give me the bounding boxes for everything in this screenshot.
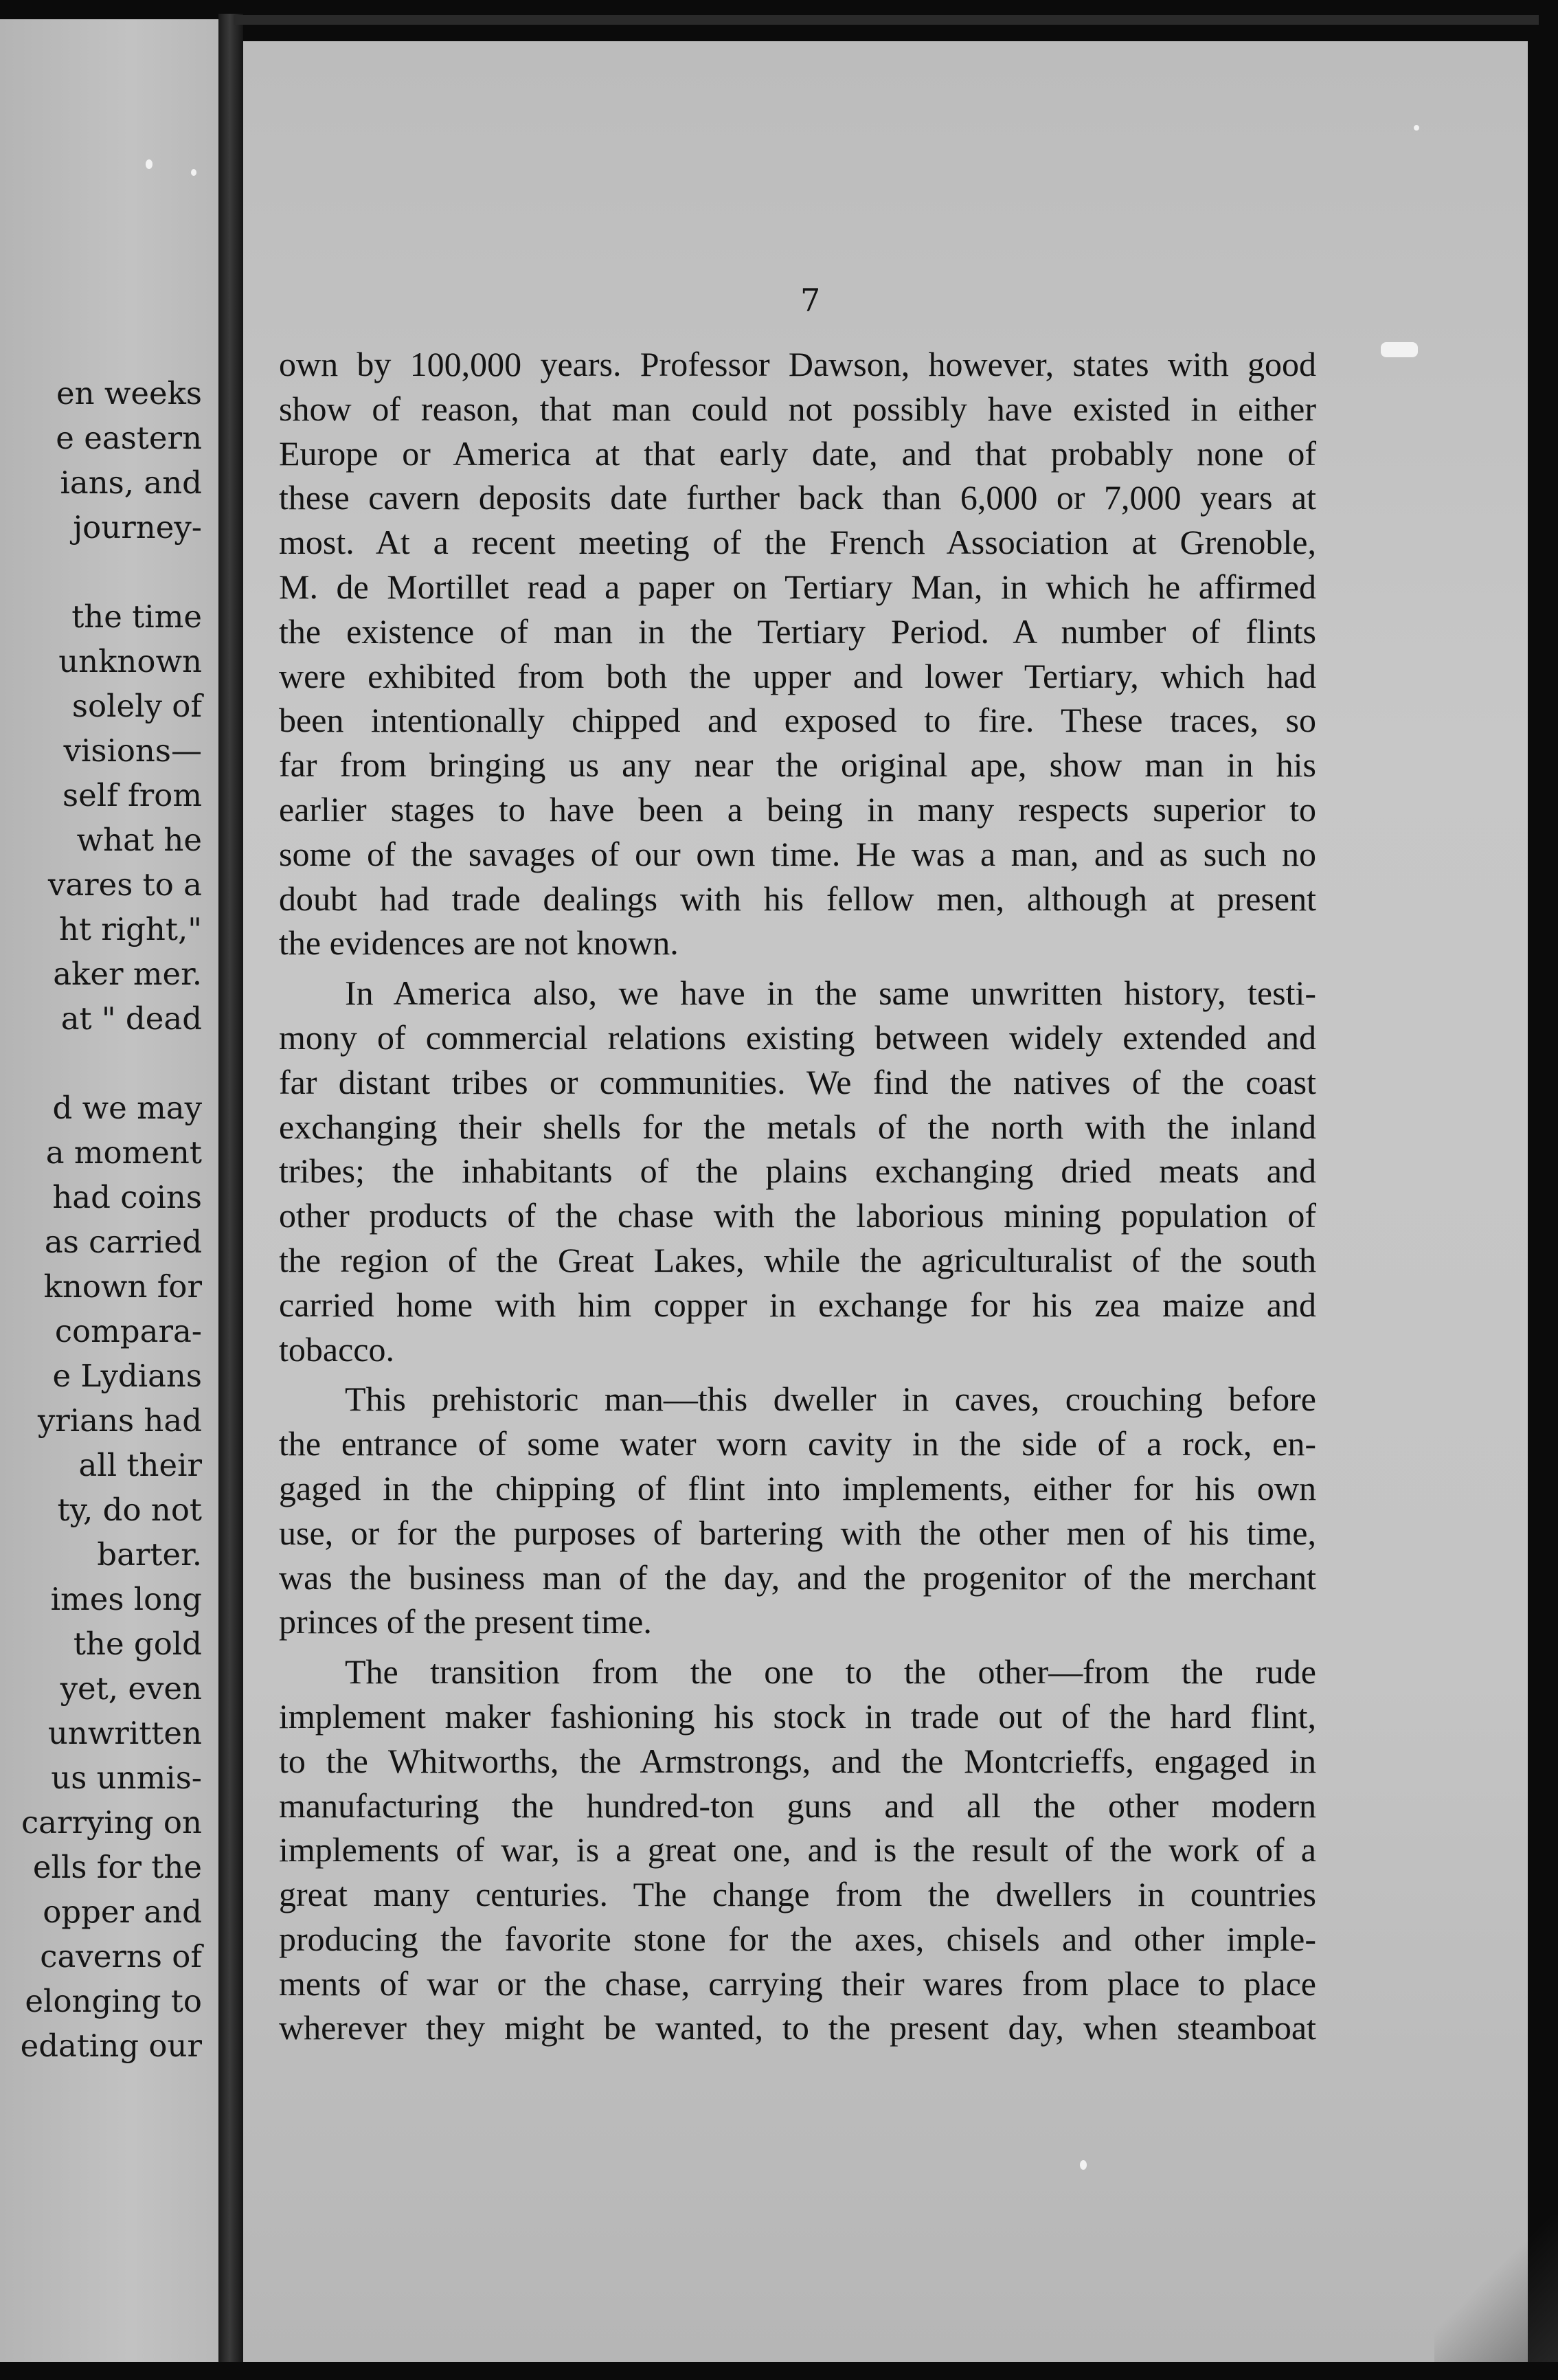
left-page-line: e Lydians: [52, 1358, 202, 1394]
left-page-line: what he: [76, 822, 202, 858]
text-line: the existence of man in the Tertiary Period. A number of flints: [279, 611, 1316, 651]
left-page-line: ells for the: [32, 1849, 202, 1885]
text-line: to the Whitworths, the Armstrongs, and the Montcrieffs, engaged in: [279, 1741, 1316, 1780]
left-page-line: known for: [43, 1268, 202, 1305]
left-page-line: us unmis-: [51, 1760, 202, 1796]
left-page-line: yet, even: [60, 1670, 202, 1707]
left-page-line: a moment: [45, 1134, 202, 1171]
text-line: gaged in the chipping of flint into implements, either for his own: [279, 1468, 1316, 1507]
left-page-line: en weeks: [56, 375, 202, 412]
text-line: manufacturing the hundred-ton guns and all the other modern: [279, 1786, 1316, 1825]
text-line: implements of war, is a great one, and is the result of the work of a: [279, 1830, 1316, 1870]
left-page-line: vares to a: [47, 866, 202, 903]
text-line: The transition from the one to the other—from the rude: [345, 1652, 1316, 1692]
left-page-line: journey-: [73, 509, 202, 546]
left-page-line: imes long: [50, 1581, 202, 1617]
text-line: tribes; the inhabitants of the plains exchanging dried meats and: [279, 1152, 1316, 1191]
text-line: In America also, we have in the same unwritten history, testi-: [345, 974, 1316, 1013]
scan-shadow: [1434, 2215, 1558, 2380]
text-line: carried home with him copper in exchange for his zea maize and: [279, 1285, 1316, 1324]
text-line: earlier stages to have been a being in many respects superior to: [279, 789, 1316, 829]
text-line: the entrance of some water worn cavity in the side of a rock, en-: [279, 1424, 1316, 1463]
scan-speck: [191, 169, 196, 176]
text-line: been intentionally chipped and exposed to fire. These traces, so: [279, 701, 1316, 740]
left-page-line: ht right,": [58, 911, 202, 947]
left-page-line: opper and: [43, 1894, 202, 1930]
scan-speck: [1414, 125, 1419, 131]
left-page-line: caverns of: [40, 1938, 202, 1975]
paragraph-gap: [279, 1371, 1316, 1377]
text-line: these cavern deposits date further back than 6,000 or 7,000 years at: [279, 478, 1316, 517]
left-page-line: d we may: [52, 1090, 202, 1126]
paragraph: [279, 971, 1316, 1371]
scan-speck: [146, 159, 153, 169]
text-line: ments of war or the chase, carrying their wares from place to place: [279, 1964, 1316, 2003]
left-page-line: barter.: [97, 1536, 202, 1573]
text-line: use, or for the purposes of bartering with the other men of his time,: [279, 1513, 1316, 1552]
left-page-line: unwritten: [47, 1715, 202, 1751]
page-top-edge: [234, 15, 1539, 25]
text-line: princes of the present time.: [279, 1602, 652, 1641]
left-page-line: unknown: [58, 643, 202, 680]
scan-speck: [1080, 2160, 1087, 2170]
text-line: were exhibited from both the upper and lower Tertiary, which had: [279, 656, 1316, 695]
scan-border: [0, 2362, 1558, 2380]
text-line: tobacco.: [279, 1329, 394, 1369]
paragraph: [279, 1377, 1316, 1644]
left-page-line: carrying on: [21, 1804, 202, 1841]
left-page-line: the gold: [73, 1626, 202, 1662]
left-page-line: aker mer.: [53, 956, 202, 992]
page-number: 7: [800, 282, 821, 319]
paragraph: [279, 342, 1316, 965]
text-line: doubt had trade dealings with his fellow men, although at present: [279, 879, 1316, 918]
left-page-line: ians, and: [60, 464, 202, 501]
left-page-line: compara-: [54, 1313, 202, 1349]
left-page-line: as carried: [44, 1224, 202, 1260]
text-line: This prehistoric man—this dweller in caves, crouching before: [345, 1380, 1316, 1419]
left-page-line: edating our: [20, 2028, 202, 2064]
text-line: own by 100,000 years. Professor Dawson, however, states with good: [279, 345, 1316, 383]
left-page-line: solely of: [71, 688, 202, 724]
text-line: most. At a recent meeting of the French Association at Grenoble,: [279, 523, 1316, 562]
text-line: producing the favorite stone for the axes, chisels and other imple-: [279, 1919, 1316, 1958]
text-line: was the business man of the day, and the progenitor of the merchant: [279, 1558, 1316, 1597]
left-page-line: at " dead: [60, 1000, 202, 1037]
text-line: mony of commercial relations existing between widely extended and: [279, 1018, 1316, 1057]
paragraph-gap: [279, 1644, 1316, 1650]
text-line: the region of the Great Lakes, while the agriculturalist of the south: [279, 1240, 1316, 1279]
left-page-line: yrians had: [37, 1402, 202, 1439]
left-page-line: visions—: [63, 732, 202, 769]
text-line: implement maker fashioning his stock in trade out of the hard flint,: [279, 1696, 1316, 1736]
text-line: Europe or America at that early date, and that probably none of: [279, 434, 1316, 473]
text-line: far from bringing us any near the original ape, show man in his: [279, 745, 1316, 785]
left-page-line: all their: [78, 1447, 202, 1483]
text-line: the evidences are not known.: [279, 923, 679, 963]
previous-page-edge: [0, 19, 218, 2380]
text-line: M. de Mortillet read a paper on Tertiary Man, in which he affirmed: [279, 567, 1316, 606]
book-binding: [218, 14, 243, 2380]
text-line: far distant tribes or communities. We find the natives of the coast: [279, 1062, 1316, 1101]
previous-page-text-fragments: [0, 371, 202, 2068]
text-line: exchanging their shells for the metals of the north with the inland: [279, 1107, 1316, 1146]
left-page-line: had coins: [52, 1179, 202, 1215]
paragraph-gap: [279, 965, 1316, 971]
left-page-line: e eastern: [56, 420, 202, 456]
scan-speck: [1381, 342, 1418, 357]
paragraph: [279, 1650, 1316, 2050]
left-page-line: self from: [62, 777, 202, 813]
text-line: wherever they might be wanted, to the present day, when steamboat: [279, 2008, 1316, 2047]
body-text: [279, 342, 1316, 2050]
left-page-gap: [0, 1041, 202, 1086]
left-page-gap: [0, 550, 202, 594]
text-line: great many centuries. The change from the dwellers in countries: [279, 1875, 1316, 1914]
text-line: other products of the chase with the laborious mining population of: [279, 1196, 1316, 1235]
left-page-line: the time: [71, 598, 202, 635]
text-line: show of reason, that man could not possibly have existed in either: [279, 389, 1316, 428]
text-line: some of the savages of our own time. He was a man, and as such no: [279, 834, 1316, 873]
left-page-line: elonging to: [25, 1983, 202, 2019]
left-page-line: ty, do not: [57, 1492, 202, 1528]
